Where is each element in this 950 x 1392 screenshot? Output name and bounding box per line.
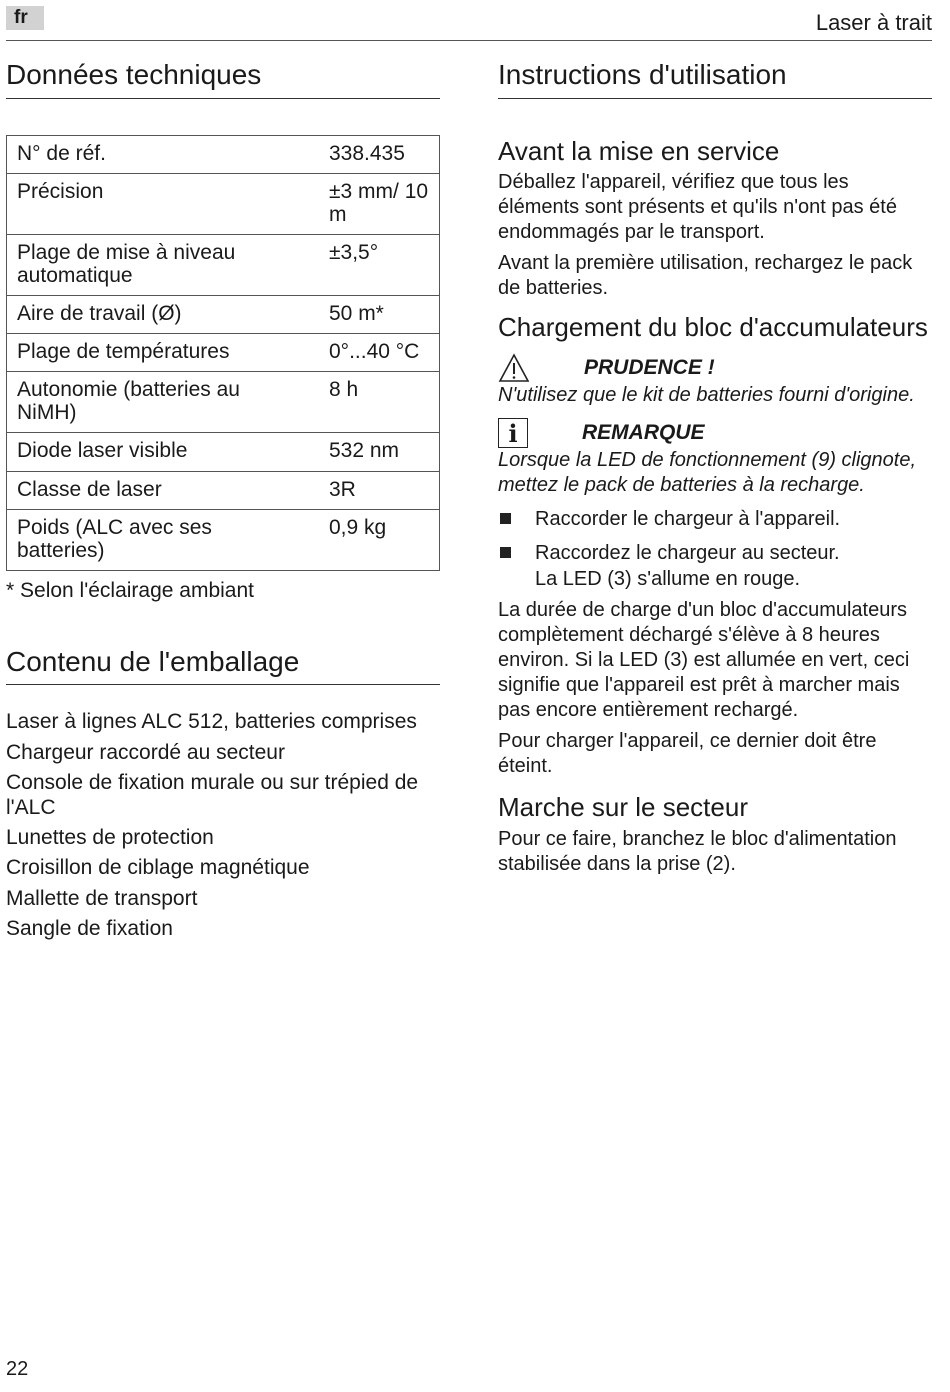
list-item: Sangle de fixation bbox=[6, 916, 173, 940]
table-row bbox=[7, 296, 440, 334]
mains-operation-paragraph: Pour ce faire, branchez le bloc d'alimentation stabilisée dans la prise (2). bbox=[498, 828, 897, 876]
list-item: Mallette de transport bbox=[6, 886, 198, 910]
remark-text: Lorsque la LED de fonctionnement (9) clignote, mettez le pack de batteries à la recharge. bbox=[498, 449, 917, 497]
mains-operation-title: Marche sur le secteur bbox=[498, 792, 748, 823]
table-row bbox=[7, 234, 440, 295]
spec-label: Aire de travail (Ø) bbox=[7, 296, 310, 334]
table-row bbox=[7, 334, 440, 372]
instructions-title: Instructions d'utilisation bbox=[498, 58, 932, 99]
charging-paragraph-1: La durée de charge d'un bloc d'accumulateurs complètement déchargé s'élève à 8 heures environ. Si la LED (3) est allumée en vert, ceci signifie que l'appareil est prêt à marcher mais pas encore entièrement rechargé. bbox=[498, 599, 910, 722]
bullet-subtext: La LED (3) s'allume en rouge. bbox=[535, 568, 801, 591]
spec-value: 0,9 kg bbox=[309, 509, 440, 570]
before-use-paragraph-1: Déballez l'appareil, vérifiez que tous les éléments sont présents et qu'ils n'ont pas été endommagés par le transport. bbox=[498, 171, 897, 244]
spec-value: 338.435 bbox=[309, 135, 440, 173]
spec-value: 0°...40 °C bbox=[309, 334, 440, 372]
package-contents-list bbox=[6, 709, 440, 941]
spec-label: Diode laser visible bbox=[7, 433, 310, 471]
charging-title: Chargement du bloc d'accumulateurs bbox=[498, 312, 928, 343]
header-divider bbox=[6, 40, 932, 41]
spec-label: Précision bbox=[7, 173, 310, 234]
caution-label: PRUDENCE ! bbox=[584, 356, 715, 380]
spec-label: Autonomie (batteries au NiMH) bbox=[7, 372, 310, 433]
language-badge: fr bbox=[6, 6, 44, 30]
info-icon: i bbox=[498, 418, 528, 448]
table-row bbox=[7, 173, 440, 234]
list-item: Console de fixation murale ou sur trépied de l'ALC bbox=[6, 770, 419, 819]
remark-notice bbox=[498, 418, 932, 448]
spec-footnote: * Selon l'éclairage ambiant bbox=[6, 578, 254, 602]
charging-paragraph-2: Pour charger l'appareil, ce dernier doit être éteint. bbox=[498, 730, 877, 778]
list-item bbox=[498, 540, 932, 592]
tech-data-title: Données techniques bbox=[6, 58, 440, 99]
spec-label: Poids (ALC avec ses batteries) bbox=[7, 509, 310, 570]
warning-triangle-icon bbox=[498, 353, 530, 383]
before-use-title: Avant la mise en service bbox=[498, 135, 780, 166]
bullet-text: Raccorder le chargeur à l'appareil. bbox=[535, 508, 841, 531]
list-item: Lunettes de protection bbox=[6, 826, 214, 850]
package-contents-title: Contenu de l'emballage bbox=[6, 645, 440, 686]
spec-label: Classe de laser bbox=[7, 471, 310, 509]
remark-label: REMARQUE bbox=[582, 421, 705, 445]
caution-text: N'utilisez que le kit de batteries fourni d'origine. bbox=[498, 384, 915, 407]
square-bullet-icon bbox=[500, 513, 511, 524]
table-row bbox=[7, 372, 440, 433]
spec-value: 50 m* bbox=[309, 296, 440, 334]
spec-value: 3R bbox=[309, 471, 440, 509]
right-column bbox=[498, 58, 932, 883]
table-row bbox=[7, 471, 440, 509]
list-item: Laser à lignes ALC 512, batteries comprises bbox=[6, 710, 417, 734]
left-column bbox=[6, 58, 440, 946]
document-title: Laser à trait bbox=[815, 10, 932, 35]
bullet-text: Raccordez le chargeur au secteur. bbox=[535, 542, 840, 565]
list-item bbox=[498, 506, 932, 532]
spec-label: Plage de températures bbox=[7, 334, 310, 372]
spec-value: 532 nm bbox=[309, 433, 440, 471]
before-use-paragraph-2: Avant la première utilisation, rechargez le pack de batteries. bbox=[498, 252, 913, 300]
table-row bbox=[7, 509, 440, 570]
spec-label: N° de réf. bbox=[7, 135, 310, 173]
list-item: Chargeur raccordé au secteur bbox=[6, 740, 285, 764]
caution-notice bbox=[498, 353, 932, 383]
table-row bbox=[7, 135, 440, 173]
page-number: 22 bbox=[6, 1358, 29, 1380]
spec-value: 8 h bbox=[309, 372, 440, 433]
spec-table bbox=[6, 135, 440, 571]
spec-label: Plage de mise à niveau automatique bbox=[7, 234, 310, 295]
list-item: Croisillon de ciblage magnétique bbox=[6, 856, 310, 880]
table-row bbox=[7, 433, 440, 471]
square-bullet-icon bbox=[500, 547, 511, 558]
spec-value: ±3,5° bbox=[309, 234, 440, 295]
spec-value: ±3 mm/ 10 m bbox=[309, 173, 440, 234]
